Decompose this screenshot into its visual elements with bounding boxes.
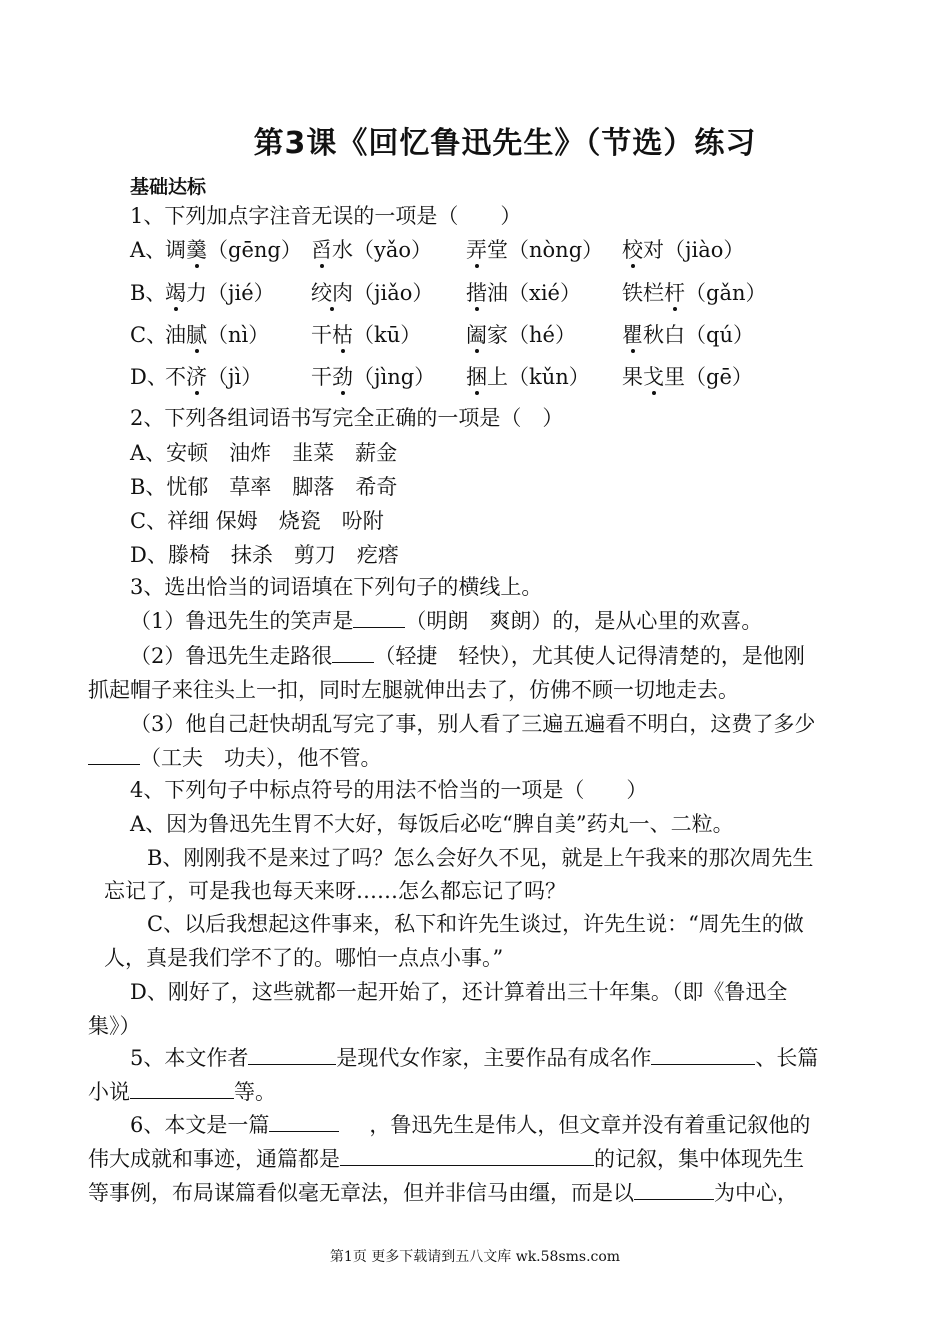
q1-word-pinyin: （jìng） <box>353 365 436 389</box>
q1-word-pinyin: 堂（nòng） <box>487 238 604 262</box>
q1-dotted-char: 校 <box>622 238 643 262</box>
q1-dotted-char: 济 <box>186 365 207 389</box>
q1-stem: 1、下列加点字注音无误的一项是（ ） <box>130 204 522 228</box>
q1-word <box>311 321 421 349</box>
q5-text-a: 5、本文作者 <box>130 1046 249 1070</box>
page-title: 第3课《回忆鲁迅先生》（节选）练习 <box>253 126 757 161</box>
q4-stem: 4、下列句子中标点符号的用法不恰当的一项是（ ） <box>130 778 648 802</box>
q5-line-2 <box>88 1078 276 1106</box>
q2-option-d: D、滕椅 抹杀 剪刀 疙瘩 <box>130 543 399 567</box>
q3-s2-text-a: （2）鲁迅先生走路很 <box>130 644 333 668</box>
q3-sentence-2-cont: 抓起帽子来往头上一扣，同时左腿就伸出去了，仿佛不顾一切地走去。 <box>88 678 739 702</box>
q3-sentence-3: （3）他自己赶快胡乱写完了事，别人看了三遍五遍看不明白，这费了多少 <box>130 712 816 736</box>
q1-word <box>311 363 435 391</box>
q1-word-pinyin: （nì） <box>207 323 270 347</box>
q3-s1-text-a: （1）鲁迅先生的笑声是 <box>130 609 354 633</box>
q4-option-d-cont: 集》） <box>88 1014 141 1038</box>
q1-word <box>466 236 603 264</box>
q6-text-c: 伟大成就和事迹，通篇都是 <box>88 1147 340 1171</box>
q1-word-pinyin: 对（jiào） <box>643 238 745 262</box>
q1-dotted-char: 戈 <box>643 365 664 389</box>
q1-option-label: B、 <box>130 281 167 305</box>
q1-word-prefix: 铁栏 <box>622 281 664 305</box>
q1-word-pinyin: 力（jié） <box>186 281 275 305</box>
answer-blank[interactable] <box>248 1044 336 1065</box>
q5-text-e: 等。 <box>234 1080 276 1104</box>
q4-option-d: D、刚好了，这些就都一起开始了，还计算着出三十年集。（即《鲁迅全 <box>130 980 788 1004</box>
q2-option-a: A、安顿 油炸 韭菜 薪金 <box>130 441 398 465</box>
q4-option-b: B、刚刚我不是来过了吗？怎么会好久不见，就是上午我来的那次周先生 <box>147 846 814 870</box>
q1-word <box>165 236 302 264</box>
q6-line-2 <box>88 1145 804 1173</box>
q1-dotted-char: 杆 <box>664 281 685 305</box>
q1-word-prefix: 不 <box>165 365 186 389</box>
answer-blank[interactable] <box>353 607 405 628</box>
q6-text-d: 的记叙，集中体现先生 <box>594 1147 804 1171</box>
q1-dotted-char: 捆 <box>466 365 487 389</box>
q3-sentence-1 <box>130 607 762 635</box>
q1-word-prefix: 调 <box>165 238 186 262</box>
q5-text-c: 、长篇 <box>755 1046 819 1070</box>
q1-word <box>311 236 432 264</box>
q6-line-3 <box>88 1179 798 1207</box>
answer-blank[interactable] <box>332 642 374 663</box>
q1-word-pinyin: 家（hé） <box>487 323 576 347</box>
q4-option-c: C、以后我想起这件事来，私下和许先生谈过，许先生说：“周先生的做 <box>147 912 804 936</box>
q1-option-label: C、 <box>130 323 168 347</box>
q1-word-pinyin: （gēng） <box>207 238 302 262</box>
q3-stem: 3、选出恰当的词语填在下列句子的横线上。 <box>130 575 543 599</box>
q1-option-label: D、 <box>130 365 168 389</box>
q1-word-prefix: 果 <box>622 365 643 389</box>
q1-dotted-char: 揩 <box>466 281 487 305</box>
q1-dotted-char: 枯 <box>332 323 353 347</box>
answer-blank[interactable] <box>634 1179 714 1200</box>
q1-dotted-char: 竭 <box>165 281 186 305</box>
q3-s2-text-b: （轻捷 轻快），尤其使人记得清楚的，是他刚 <box>374 644 805 668</box>
q1-word-prefix: 干 <box>311 365 332 389</box>
q6-text-e: 等事例，布局谋篇看似毫无章法，但并非信马由缰，而是以 <box>88 1181 634 1205</box>
q1-word <box>622 363 753 391</box>
q3-sentence-3-cont <box>88 744 382 772</box>
answer-blank[interactable] <box>340 1145 594 1166</box>
q1-word <box>622 236 744 264</box>
q5-line-1 <box>130 1044 818 1072</box>
q2-option-b: B、忧郁 草率 脚落 希奇 <box>130 475 398 499</box>
q2-stem: 2、下列各组词语书写完全正确的一项是（ ） <box>130 406 564 430</box>
q1-word <box>466 363 590 391</box>
q6-text-b: ，鲁迅先生是伟人，但文章并没有着重记叙他的 <box>369 1113 811 1137</box>
q6-text-f: 为中心， <box>714 1181 798 1205</box>
q1-word <box>622 321 754 349</box>
q1-dotted-char: 舀 <box>311 238 332 262</box>
q1-dotted-char: 羹 <box>186 238 207 262</box>
page-footer: 第1页 更多下载请到五八文库 wk.58sms.com <box>329 1249 621 1265</box>
q1-word-prefix: 绞 <box>311 281 332 305</box>
q1-dotted-char: 阖 <box>466 323 487 347</box>
answer-blank[interactable] <box>651 1044 755 1065</box>
q1-word-pinyin: 秋白（qú） <box>643 323 754 347</box>
q1-word-prefix: 干 <box>311 323 332 347</box>
q6-line-1 <box>130 1111 810 1139</box>
q1-word-pinyin: 水（yǎo） <box>332 238 433 262</box>
q6-text-a: 6、本文是一篇 <box>130 1113 270 1137</box>
section-heading: 基础达标 <box>130 176 207 198</box>
q1-word-pinyin: （gǎn） <box>685 281 767 305</box>
q1-option-label: A、 <box>130 238 167 262</box>
q1-word <box>622 279 767 307</box>
q1-word-prefix: 油 <box>165 323 186 347</box>
q4-option-b-cont: 忘记了，可是我也每天来呀……怎么都忘记了吗？ <box>104 879 566 903</box>
q1-dotted-char: 劲 <box>332 365 353 389</box>
q1-word-pinyin: 油（xié） <box>487 281 581 305</box>
q1-word <box>466 279 581 307</box>
q3-s1-text-b: （明朗 爽朗）的，是从心里的欢喜。 <box>405 609 763 633</box>
answer-blank[interactable] <box>269 1111 339 1132</box>
q1-word-pinyin: 肉（jiǎo） <box>332 281 434 305</box>
q1-word <box>311 279 433 307</box>
answer-blank[interactable] <box>130 1078 234 1099</box>
q1-word <box>466 321 576 349</box>
q5-text-b: 是现代女作家，主要作品有成名作 <box>336 1046 652 1070</box>
q4-option-c-cont: 人，真是我们学不了的。哪怕一点点小事。” <box>104 946 504 970</box>
q1-word-pinyin: （kū） <box>353 323 422 347</box>
q1-dotted-char: 腻 <box>186 323 207 347</box>
q3-sentence-2 <box>130 642 805 670</box>
q1-word-pinyin: 里（gē） <box>664 365 753 389</box>
q1-dotted-char: 瞿 <box>622 323 643 347</box>
q1-word-pinyin: 上（kǔn） <box>487 365 590 389</box>
q1-word-pinyin: （jì） <box>207 365 263 389</box>
q1-word <box>165 279 275 307</box>
q1-dotted-char: 弄 <box>466 238 487 262</box>
q4-option-a: A、因为鲁迅先生胃不大好，每饭后必吃“脾自美”药丸一、二粒。 <box>130 812 734 836</box>
answer-blank[interactable] <box>88 744 140 765</box>
q1-word <box>165 321 269 349</box>
q5-text-d: 小说 <box>88 1080 130 1104</box>
q2-option-c: C、祥细 保姆 烧瓷 吩附 <box>130 509 384 533</box>
q1-word <box>165 363 262 391</box>
q3-s3-text-b: （工夫 功夫），他不管。 <box>140 746 382 770</box>
